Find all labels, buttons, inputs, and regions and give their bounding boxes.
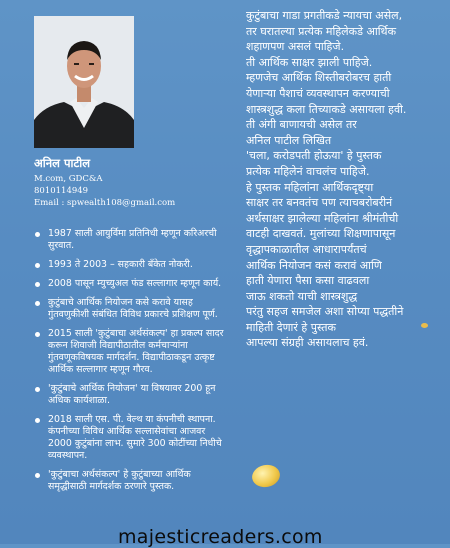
milestone-item <box>34 297 224 321</box>
milestone-text: 'कुटुंबाचा अर्थसंकल्प' हे कुटुंबाच्या आर्थिक समृद्धीसाठी मार्गदर्शक ठरणारे पुस्तक. <box>48 469 191 492</box>
gold-dot-decoration <box>421 323 428 328</box>
blurb-line: माहिती देणारं हे पुस्तक <box>246 320 336 334</box>
blurb-line: अर्थसाक्षर झालेल्या महिलांना श्रीमंतीची <box>246 211 399 225</box>
blurb-line: अनिल पाटील लिखित <box>246 133 332 147</box>
author-photo <box>34 16 134 148</box>
author-name: अनिल पाटील <box>34 156 91 170</box>
bullet-icon <box>35 332 40 337</box>
blurb-line: आपल्या संग्रही असायलाच हवं. <box>246 336 369 350</box>
author-phone: 8010114949 <box>34 186 89 196</box>
milestone-text: कुटुंबाचे आर्थिक नियोजन कसे करावे यासह गुंतवणुकीशी संबंधित विविध प्रकारचे प्रशिक्षण पूर्ण. <box>48 297 218 320</box>
author-credentials <box>34 173 214 209</box>
blurb-line: तर घरातल्या प्रत्येक महिलेकडे आर्थिक <box>246 24 397 38</box>
author-qualification: M.com, GDC&A <box>34 174 103 184</box>
milestone-text: 2015 साली 'कुटुंबाचा अर्थसंकल्प' हा प्रकल्प सादर करून शिवाजी विद्यापीठातील कर्मचाऱ्यांना गुंतवणूकविषयक मार्गदर्शन. विद्यापीठाकडून उत्कृष्ट आर्थिक सल्लागार म्हणून गौरव. <box>48 328 224 375</box>
blurb-line: वृद्धापकाळातील आधारापर्यंतचं <box>246 242 367 256</box>
blurb-line: शास्त्रशुद्ध कला तिच्याकडे असायला हवी. <box>246 102 407 116</box>
bullet-icon <box>35 473 40 478</box>
milestone-item <box>34 228 224 252</box>
bullet-icon <box>35 282 40 287</box>
blurb-line: साक्षर तर बनवतंच पण त्याचबरोबरीनं <box>246 196 393 210</box>
blurb-line: कुटुंबाचा गाडा प्रगतीकडे न्यायचा असेल, <box>246 9 403 22</box>
blurb-line: ती आर्थिक साक्षर झाली पाहिजे. <box>246 55 373 69</box>
blurb-line: शहाणपण असलं पाहिजे. <box>246 40 345 54</box>
author-email: Email : spwealth108@gmail.com <box>34 198 176 208</box>
blurb-line: जाऊ शकतो याची शास्त्रशुद्ध <box>246 289 358 303</box>
milestone-text: 1987 साली आयुर्विमा प्रतिनिधी म्हणून करिअरची सुरवात. <box>48 228 217 251</box>
gold-coin-icon <box>250 462 282 489</box>
milestone-item <box>34 383 224 407</box>
author-milestones-list <box>34 228 224 500</box>
blurb-line: प्रत्येक महिलेनं वाचलंच पाहिजे. <box>246 164 370 178</box>
watermark-text: majesticreaders.com <box>118 526 323 548</box>
blurb-line: येणाऱ्या पैशाचं व्यवस्थापन करण्याची <box>246 86 390 100</box>
bullet-icon <box>35 418 40 423</box>
bullet-icon <box>35 387 40 392</box>
blurb-line: आर्थिक नियोजन कसं करावं आणि <box>246 258 382 272</box>
blurb-line: 'चला, करोडपती होऊया' हे पुस्तक <box>246 149 382 163</box>
bullet-icon <box>35 301 40 306</box>
blurb-line: परंतु सहज समजेल अशा सोप्या पद्धतीने <box>246 305 404 319</box>
book-blurb <box>246 8 442 351</box>
blurb-line: ती अंगी बाणायची असेल तर <box>246 118 357 132</box>
milestone-text: 1993 ते 2003 – सहकारी बँकेत नोकरी. <box>48 259 193 270</box>
milestone-text: 'कुटुंबाचे आर्थिक नियोजन' या विषयावर 200 हून अधिक कार्यशाळा. <box>48 383 216 406</box>
milestone-text: 2018 साली एस. पी. वेल्थ या कंपनीची स्थापना. कंपनीच्या विविध आर्थिक सल्लासेवांचा आजवर 2000 कुटुंबांना लाभ. सुमारे 300 कोटींच्या निधीचे व्यवस्थापन. <box>48 414 222 461</box>
milestone-text: 2008 पासून म्युच्युअल फंड सल्लागार म्हणून कार्य. <box>48 278 222 289</box>
blurb-line: हाती येणारा पैसा कसा वाढवला <box>246 274 370 288</box>
blurb-line: हे पुस्तक महिलांना आर्थिकदृष्ट्या <box>246 180 374 194</box>
blurb-line: वाटही दाखवतं. मुलांच्या शिक्षणापासून <box>246 227 396 241</box>
milestone-item <box>34 414 224 462</box>
milestone-item <box>34 469 224 493</box>
milestone-item <box>34 328 224 376</box>
blurb-line: म्हणजेच आर्थिक शिस्तीबरोबरच हाती <box>246 71 392 85</box>
bullet-icon <box>35 232 40 237</box>
bullet-icon <box>35 263 40 268</box>
milestone-item <box>34 278 224 290</box>
milestone-item <box>34 259 224 271</box>
